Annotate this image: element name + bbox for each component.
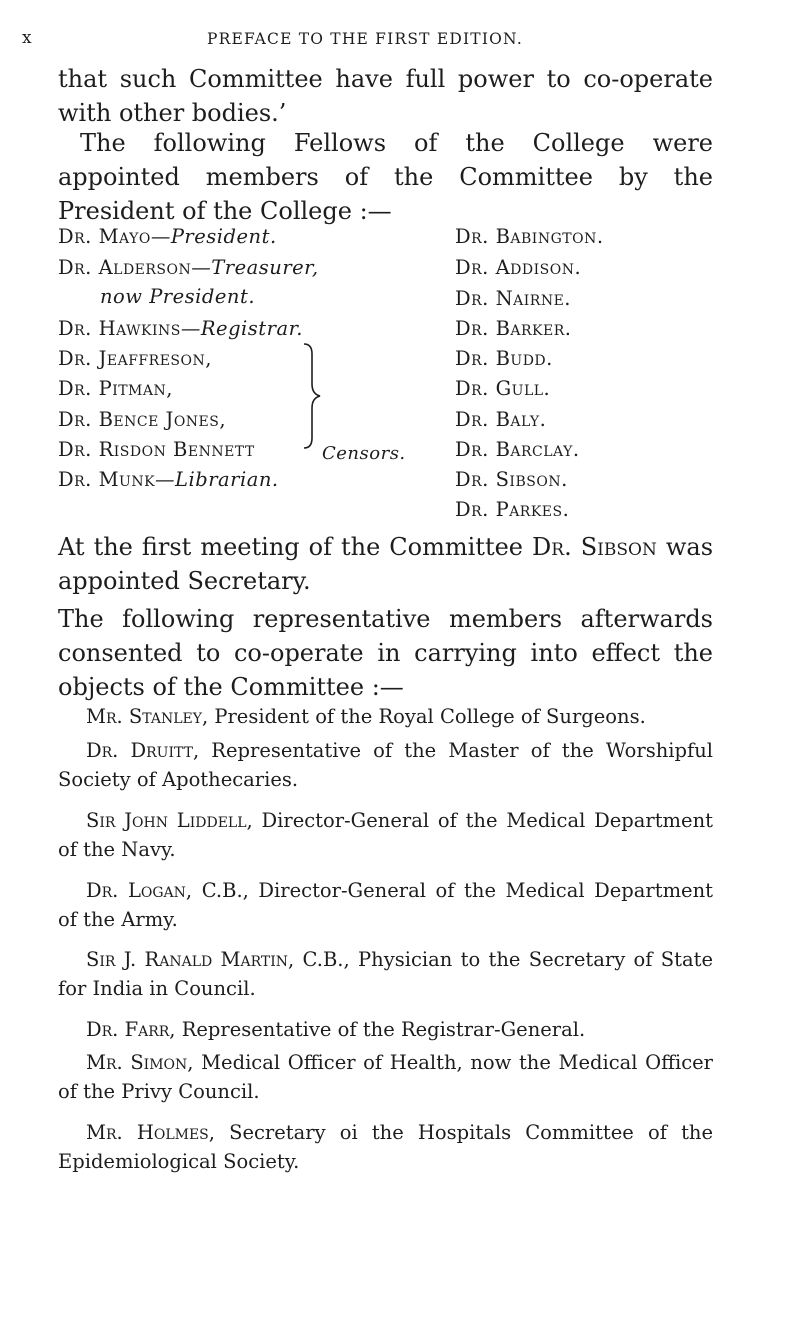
representative-entry: Dr. Druitt, Representative of the Master of the Worshipful Society of Apothecaries. [58, 739, 713, 791]
fellow-entry: Dr. Gull. [455, 377, 551, 400]
representative-entry: Mr. Simon, Medical Officer of Health, now the Medical Officer of the Privy Council. [58, 1051, 713, 1103]
censors-label: Censors. [322, 443, 406, 464]
representative-entry: Mr. Holmes, Secretary oi the Hospitals Committee of the Epidemiological Society. [58, 1121, 713, 1173]
censors-brace [302, 340, 324, 452]
fellow-entry: Dr. Barker. [455, 317, 572, 340]
secretary-name: Dr. Sibson [532, 533, 657, 561]
fellow-entry: Dr. Nairne. [455, 287, 571, 310]
fellow-entry: Dr. Munk—Librarian. [58, 468, 279, 491]
fellow-entry: Dr. Barclay. [455, 438, 580, 461]
fellow-entry-note: now President. [100, 285, 256, 308]
running-title: PREFACE TO THE FIRST EDITION. [207, 30, 523, 48]
representative-entry: Sir John Liddell, Director-General of the Medical Department of the Navy. [58, 809, 713, 861]
representative-entry: Dr. Logan, C.B., Director-General of the Medical Department of the Army. [58, 879, 713, 931]
fellow-entry: Dr. Baly. [455, 408, 547, 431]
paragraph-representatives-intro [58, 602, 713, 704]
fellow-entry: Dr. Budd. [455, 347, 553, 370]
representative-entry: Sir J. Ranald Martin, C.B., Physician to the Secretary of State for India in Council. [58, 948, 714, 1000]
fellow-entry: Dr. Sibson. [455, 468, 568, 491]
page-header [22, 28, 722, 52]
fellow-entry: Dr. Jeaffreson, [58, 347, 212, 370]
fellow-entry: Dr. Alderson—Treasurer, [58, 256, 319, 279]
fellow-entry: Dr. Hawkins—Registrar. [58, 317, 303, 340]
paragraph-fellows-appointed [58, 126, 713, 228]
fellow-entry: Dr. Babington. [455, 225, 604, 248]
representative-entry: Mr. Stanley, President of the Royal College of Surgeons. [86, 705, 646, 728]
fellow-entry: Dr. Risdon Bennett [58, 438, 255, 461]
paragraph-text: that such Committee have full power to co-operate with other bodies.’ [58, 65, 713, 127]
paragraph-text: The following Fellows of the College were appointed members of the Committee by the President of the College :— [58, 129, 713, 225]
paragraph-secretary: At the first meeting of the Committee Dr. Sibson was appointed Secretary. [58, 533, 714, 595]
fellow-entry: Dr. Mayo—President. [58, 225, 277, 248]
representative-entry: Dr. Farr, Representative of the Registrar-General. [86, 1018, 586, 1041]
fellow-entry: Dr. Addison. [455, 256, 582, 279]
paragraph-committee-power [58, 62, 713, 130]
fellow-entry: Dr. Pitman, [58, 377, 173, 400]
page-number: x [22, 28, 33, 48]
fellow-entry: Dr. Parkes. [455, 498, 570, 521]
fellow-entry: Dr. Bence Jones, [58, 408, 227, 431]
paragraph-text: The following representative members afterwards consented to co-operate in carrying into effect the objects of the Committee :— [58, 605, 713, 701]
